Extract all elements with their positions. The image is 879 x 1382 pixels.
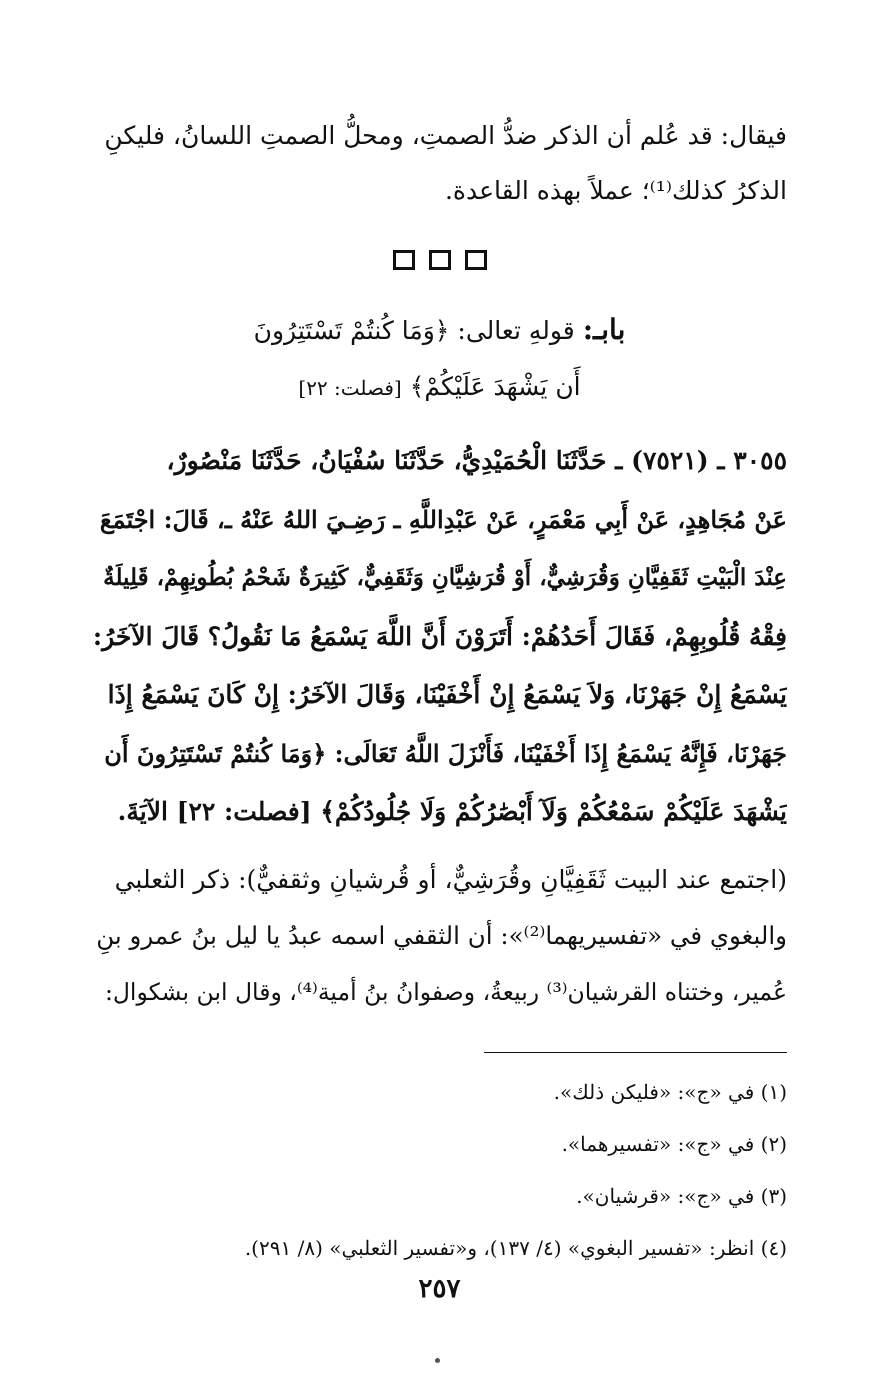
intro-paragraph — [92, 108, 787, 218]
footnote-4: (٤) انظر: «تفسير البغوي» (٤/ ١٣٧)، و«تفسير الثعلبي» (٨/ ٢٩١). — [244, 1236, 787, 1260]
chapter-heading-line-1 — [92, 302, 787, 359]
hadith-line-1: ٣٠٥٥ ـ (٧٥٢١) ـ حَدَّثَنَا الْحُمَيْدِيُّ، حَدَّثَنَا سُفْيَانُ، حَدَّثَنَا مَنْصُورٌ، — [166, 446, 787, 475]
hadith-line-3: عِنْدَ الْبَيْتِ ثَقَفِيَّانِ وَقُرَشِيٌّ، أَوْ قُرَشِيَّانِ وَثَقَفِيٌّ، كَثِيرَةٌ شَحْمُ بُطُونِهِمْ، قَلِيلَةٌ — [103, 564, 787, 591]
intro-line-2: الذكرُ كذلك⁽¹⁾؛ عملاً بهذه القاعدة. — [444, 176, 787, 205]
hadith-text — [92, 432, 787, 842]
square-ornament-icon — [393, 250, 415, 270]
hadith-line-5: يَسْمَعُ إِنْ جَهَرْنَا، وَلاَ يَسْمَعُ إِنْ أَخْفَيْنَا، وَقَالَ الآخَرُ: إِنْ كَانَ يَسْمَعُ إِذَا — [107, 680, 787, 709]
commentary-paragraph — [92, 852, 787, 1020]
footnote-divider — [484, 1052, 787, 1053]
quran-reference: [فصلت: ٢٢] — [298, 376, 402, 400]
commentary-line-2: والبغوي في «تفسيريهما⁽²⁾»: أن الثقفي اسمه عبدُ يا ليل بنُ عمرو بنِ — [96, 921, 787, 950]
footnotes — [92, 1066, 787, 1274]
commentary-line-3: عُمير، وختناه القرشيان⁽³⁾ ربيعةُ، وصفوانُ بنُ أمية⁽⁴⁾، وقال ابن بشكوال: — [104, 978, 787, 1006]
square-ornament-icon — [465, 250, 487, 270]
section-separator — [0, 250, 879, 274]
hadith-line-6: جَهَرْنَا، فَإِنَّهُ يَسْمَعُ إِذَا أَخْفَيْنَا، فَأَنْزَلَ اللَّهُ تَعَالَى: ﴿وَمَا كُنتُمْ تَسْتَتِرُونَ أَن — [104, 738, 787, 768]
intro-line-1: فيقال: قد عُلم أن الذكر ضدُّ الصمتِ، ومحلُّ الصمتِ اللسانُ، فليكنِ — [104, 121, 787, 150]
square-ornament-icon — [429, 250, 451, 270]
hadith-line-2: عَنْ مُجَاهِدٍ، عَنْ أَبِي مَعْمَرٍ، عَنْ عَبْدِاللَّهِ ـ رَضِـيَ اللهُ عَنْهُ ـ، قَالَ: اجْتَمَعَ — [99, 504, 787, 534]
footnote-3: (٣) في «ج»: «قرشيان». — [576, 1184, 787, 1208]
page-number: ٢٥٧ — [418, 1274, 461, 1304]
chapter-heading-line-2 — [92, 359, 787, 416]
commentary-line-1: (اجتمع عند البيت ثَقَفِيَّانِ وقُرَشِيٌّ، أو قُرشيانِ وثقفيٌّ): ذكر الثعلبي — [114, 865, 787, 894]
chapter-title: قولهِ تعالى: ﴿وَمَا كُنتُمْ تَسْتَتِرُونَ — [253, 316, 575, 345]
hadith-line-7: يَشْهَدَ عَلَيْكُمْ سَمْعُكُمْ وَلَآ أَبْصَٰرُكُمْ وَلَا جُلُودُكُمْ﴾ [فصلت: ٢٢] الآيَةَ. — [117, 797, 787, 826]
hadith-line-4: فِقْهُ قُلُوبِهِمْ، فَقَالَ أَحَدُهُمْ: أَتَرَوْنَ أَنَّ اللَّهَ يَسْمَعُ مَا نَقُولُ؟ قَالَ الآخَرُ: — [92, 621, 787, 651]
chapter-heading — [92, 302, 787, 416]
footnote-2: (٢) في «ج»: «تفسيرهما». — [561, 1132, 787, 1156]
footnote-1: (١) في «ج»: «فليكن ذلك». — [553, 1080, 787, 1104]
chapter-title-continued: أَن يَشْهَدَ عَلَيْكُمْ﴾ — [409, 372, 581, 401]
scan-dot — [435, 1358, 440, 1363]
chapter-label: بابـ: — [582, 313, 626, 346]
